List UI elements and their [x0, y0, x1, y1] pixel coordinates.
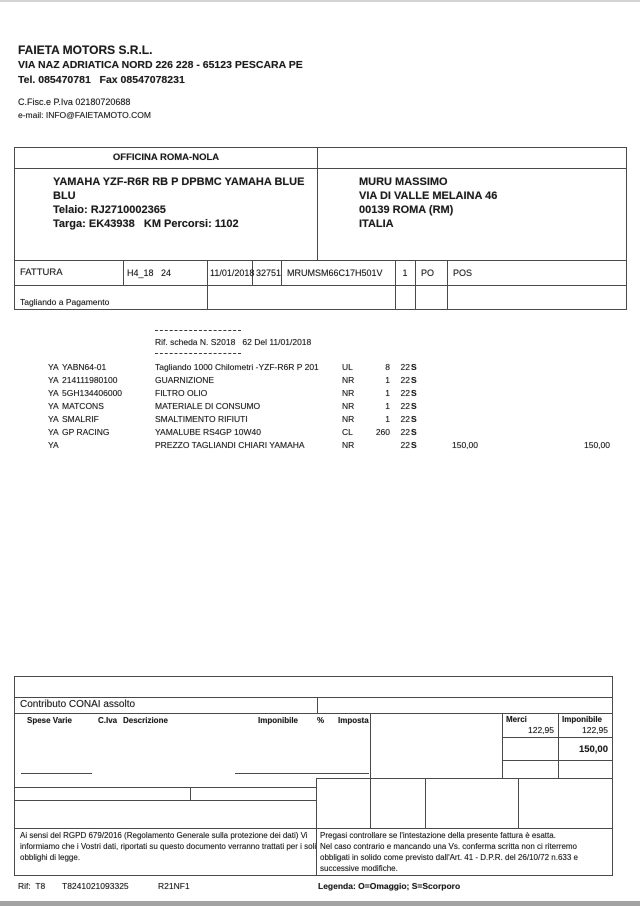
item-qty: 1 [385, 414, 390, 424]
grid-line [14, 787, 316, 788]
rule-line [235, 773, 369, 774]
office-title: OFFICINA ROMA-NOLA [112, 152, 220, 163]
item-vat: 22 [400, 362, 410, 372]
item-brand: YA [48, 401, 59, 411]
col-descrizione: Descrizione [123, 716, 168, 725]
item-flag: S [411, 362, 417, 372]
dashed-separator [155, 353, 241, 354]
company-tel-fax: Tel. 085470781 Fax 08547078231 [18, 74, 185, 86]
item-qty: 1 [385, 401, 390, 411]
privacy-text-line: informiamo che i Vostri dati, riportati su questo documento verranno trattati per i soli [20, 842, 317, 851]
item-um: CL [342, 427, 353, 437]
invoice-number: 32751 [256, 268, 282, 278]
item-flag: S [411, 401, 417, 411]
grid-line [447, 260, 448, 309]
privacy-text-line: Ai sensi del RGPD 679/2016 (Regolamento Generale sulla protezione dei dati) Vi [20, 831, 308, 840]
grid-line [317, 697, 318, 713]
vehicle-plate-km: Targa: EK43938 KM Percorsi: 1102 [53, 218, 239, 230]
conai-label: Contributo CONAI assolto [20, 699, 136, 710]
grid-line [518, 778, 519, 828]
company-fiscal-code: C.Fisc.e P.Iva 02180720688 [18, 97, 131, 107]
col-imposta: Imposta [338, 716, 369, 725]
item-vat: 22 [400, 427, 410, 437]
invoice-fiscal-code: MRUMSM66C17H501V [287, 268, 383, 278]
item-row [0, 414, 640, 427]
col-imponibile: Imponibile [258, 716, 298, 725]
item-um: NR [342, 375, 355, 385]
item-description: GUARNIZIONE [155, 375, 215, 385]
item-row [0, 427, 640, 440]
grid-line [14, 697, 613, 698]
item-brand: YA [48, 388, 59, 398]
grid-line [425, 778, 426, 828]
footer-ref-code: R21NF1 [158, 881, 190, 891]
company-email: e-mail: INFO@FAIETAMOTO.COM [18, 110, 151, 120]
grid-line [14, 260, 627, 261]
grid-line [316, 778, 317, 875]
item-code: YABN64-01 [62, 362, 107, 372]
item-description: FILTRO OLIO [155, 388, 208, 398]
invoice-note: Tagliando a Pagamento [20, 297, 110, 307]
dashed-separator [155, 330, 241, 331]
invoice-internal-code: H4_18 24 [127, 268, 172, 278]
grid-line [281, 260, 282, 285]
item-qty: 8 [385, 362, 390, 372]
item-vat: 22 [400, 375, 410, 385]
footer-legend: Legenda: O=Omaggio; S=Scorporo [318, 881, 461, 891]
item-brand: YA [48, 375, 59, 385]
footer-ref-number: T8241021093325 [62, 881, 129, 891]
invoice-date: 11/01/2018 [210, 268, 255, 278]
vehicle-line2: BLU [53, 190, 76, 202]
rule-line [21, 773, 92, 774]
customer-street: VIA DI VALLE MELAINA 46 [359, 190, 498, 202]
item-vat: 22 [400, 414, 410, 424]
grid-line [14, 800, 316, 801]
item-brand: YA [48, 440, 59, 450]
item-vat: 22 [400, 440, 410, 450]
item-price: 150,00 [452, 440, 478, 450]
vehicle-line1: YAMAHA YZF-R6R RB P DPBMC YAMAHA BLUE [53, 176, 305, 188]
item-flag: S [411, 440, 417, 450]
item-um: NR [342, 414, 355, 424]
invoice-total: 150,00 [578, 744, 608, 755]
item-description: MATERIALE DI CONSUMO [155, 401, 261, 411]
item-flag: S [411, 414, 417, 424]
item-vat: 22 [400, 388, 410, 398]
grid-line [370, 713, 371, 828]
scan-edge-bottom [0, 901, 640, 906]
grid-line [207, 260, 208, 309]
grid-line [14, 828, 613, 829]
notice-text-line: Pregasi controllare se l'intestazione della presente fattura è esatta. [320, 831, 556, 840]
company-name: FAIETA MOTORS S.R.L. [18, 43, 153, 57]
item-vat: 22 [400, 401, 410, 411]
item-um: NR [342, 401, 355, 411]
grid-line [14, 285, 627, 286]
company-address: VIA NAZ ADRIATICA NORD 226 228 - 65123 PESCARA PE [18, 59, 303, 71]
grid-line [415, 260, 416, 309]
item-code: 5GH134406000 [62, 388, 123, 398]
notice-text-line: Nel caso contrario e mancando una Vs. conferma scritta non ci riterremo [320, 842, 578, 851]
notice-text-line: successive modifiche. [320, 864, 398, 873]
footer-rif: Rif: T8 [18, 881, 46, 891]
merci-value: 122,95 [528, 725, 554, 735]
items-ref-line: Rif. scheda N. S2018 62 Del 11/01/2018 [155, 337, 312, 347]
item-code: 214111980100 [62, 375, 118, 385]
item-description: YAMALUBE RS4GP 10W40 [155, 427, 261, 437]
grid-line [502, 713, 503, 778]
item-flag: S [411, 427, 417, 437]
item-um: NR [342, 388, 355, 398]
item-qty: 1 [385, 388, 390, 398]
item-code: GP RACING [62, 427, 110, 437]
col-percent: % [317, 716, 325, 725]
vehicle-chassis: Telaio: RJ2710002365 [53, 204, 166, 216]
invoice-payment-desc: POS [453, 268, 473, 278]
item-um: UL [342, 362, 353, 372]
item-brand: YA [48, 427, 59, 437]
item-brand: YA [48, 414, 59, 424]
item-row [0, 362, 640, 375]
item-row [0, 401, 640, 414]
customer-name: MURU MASSIMO [359, 176, 448, 188]
grid-line [14, 168, 627, 169]
grid-line [14, 713, 613, 714]
item-code: SMALRIF [62, 414, 99, 424]
col-spese-varie: Spese Varie [27, 716, 72, 725]
col-civa: C.Iva [98, 716, 118, 725]
imponibile-value: 122,95 [582, 725, 608, 735]
item-row [0, 388, 640, 401]
item-description: Tagliando 1000 Chilometri -YZF-R6R P 201 [155, 362, 319, 372]
grid-line [190, 787, 191, 800]
item-qty: 260 [375, 427, 390, 437]
grid-line [123, 260, 124, 285]
privacy-text-line: obblighi di legge. [20, 853, 81, 862]
item-code: MATCONS [62, 401, 104, 411]
merci-label: Merci [506, 715, 527, 724]
scan-edge-top [0, 0, 640, 2]
invoice-doc-type: FATTURA [20, 267, 63, 278]
item-flag: S [411, 388, 417, 398]
item-description: SMALTIMENTO RIFIUTI [155, 414, 248, 424]
item-description: PREZZO TAGLIANDI CHIARI YAMAHA [155, 440, 305, 450]
notice-text-line: obbligati in solido come previsto dall'Art. 41 - D.P.R. del 26/10/72 n.633 e [320, 853, 578, 862]
items-rows [0, 362, 640, 457]
invoice-copies: 1 [402, 268, 408, 278]
imponibile-label: Imponibile [562, 715, 602, 724]
grid-line [317, 147, 318, 260]
customer-country: ITALIA [359, 218, 394, 230]
item-flag: S [411, 375, 417, 385]
invoice-payment-code: PO [421, 268, 435, 278]
item-um: NR [342, 440, 355, 450]
item-qty: 1 [385, 375, 390, 385]
item-brand: YA [48, 362, 59, 372]
customer-city: 00139 ROMA (RM) [359, 204, 454, 216]
item-row [0, 375, 640, 388]
item-total: 150,00 [584, 440, 610, 450]
grid-line [316, 778, 613, 779]
item-row [0, 440, 640, 453]
